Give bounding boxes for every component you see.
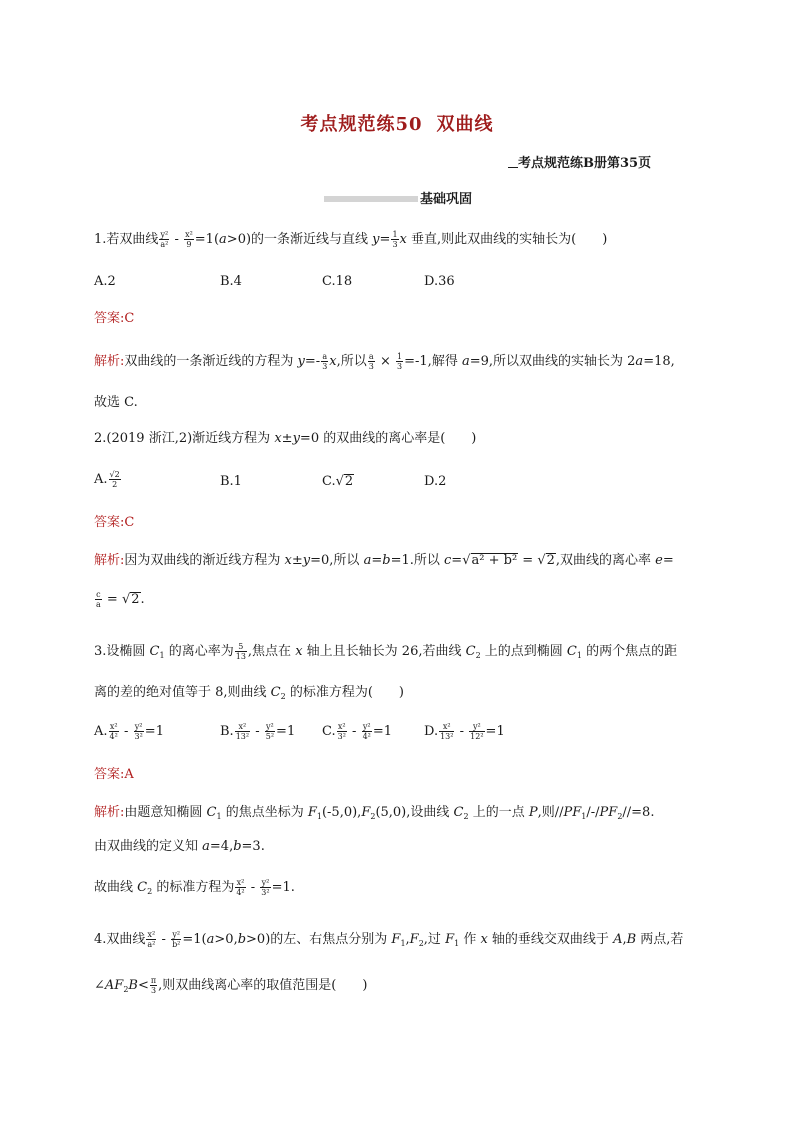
q3-option-c[interactable]	[322, 722, 392, 741]
frac-num: a	[368, 352, 374, 361]
equals-one: =1	[276, 724, 296, 739]
frac-den: 3²	[261, 888, 270, 897]
q2-option-c[interactable]: C.√2	[322, 474, 354, 489]
frac-den: 3	[397, 362, 403, 371]
q4-var: a	[206, 932, 215, 947]
q2-var: x	[274, 431, 282, 446]
q2-option-b[interactable]: B.1	[220, 474, 242, 489]
frac-den: 2	[112, 480, 118, 489]
analysis-label: 解析:	[94, 354, 125, 369]
frac-num: x²	[439, 722, 454, 732]
q3-b-text: =3.	[241, 839, 265, 854]
q3-stem-cont	[94, 684, 404, 706]
option-label: C.	[322, 724, 336, 739]
q4-sub: 2	[418, 939, 424, 948]
q4-text: =1(	[182, 932, 207, 947]
q3-text: 离的差的绝对值等于 8,则曲线	[94, 685, 271, 700]
q3-text: 3.设椭圆	[94, 644, 150, 659]
q2-a-frac	[95, 590, 102, 609]
q1-text: 垂直,则此双曲线的实轴长为( )	[406, 232, 608, 247]
section-bar	[324, 196, 418, 202]
q3-a-var: PF	[563, 805, 582, 820]
q3-a-var: F	[307, 805, 317, 820]
q2-a-text: =	[371, 553, 383, 568]
section-heading: 基础巩固	[420, 192, 473, 207]
frac-num: 1	[397, 352, 403, 361]
q3-a-sub: 1	[216, 812, 222, 821]
q1-answer: 答案:C	[94, 311, 135, 326]
frac-num: x²	[337, 722, 346, 731]
q4-var: AF	[104, 978, 124, 993]
opt-frac	[265, 722, 275, 741]
frac-num: y²	[469, 722, 484, 732]
q4-var: A	[613, 932, 623, 947]
q1-analysis	[94, 352, 675, 371]
q3-sub: 1	[576, 651, 582, 660]
q4-text: 4.双曲线	[94, 932, 146, 947]
q1-a-frac	[321, 352, 328, 371]
q4-var: F	[445, 932, 455, 947]
q3-a-text: 上的一点	[468, 805, 529, 820]
q1-var: x	[399, 232, 407, 247]
q3-a-text: 的焦点坐标为	[221, 805, 308, 820]
q3-a-sub: 1	[581, 812, 587, 821]
frac-num: y²	[362, 722, 371, 731]
q4-var: F	[409, 932, 419, 947]
frac-num: y²	[261, 878, 270, 887]
opt-frac	[337, 722, 347, 741]
q1-var: y	[372, 232, 380, 247]
q2-a-text: =	[451, 553, 463, 568]
analysis-label: 解析:	[94, 553, 125, 568]
q3-c-sub: 2	[147, 887, 153, 896]
q3-option-d[interactable]	[424, 722, 505, 741]
q3-c-frac	[260, 878, 270, 897]
option-label: D.	[424, 724, 439, 739]
opt-frac	[439, 722, 454, 741]
q2-analysis: 解析:因为双曲线的渐近线方程为 x±y=0,所以 a=b=1.所以 c=√a² + b² = √2,双曲线的离心率 e=	[94, 553, 674, 568]
q3-a-sub: 2	[617, 812, 623, 821]
sqrt-radicand: 2	[344, 474, 354, 489]
frac-den: a²	[160, 240, 169, 249]
frac-den: b²	[172, 940, 181, 949]
equals-one: =1	[144, 724, 164, 739]
q4-sub: 1	[400, 939, 406, 948]
q2-var: y	[292, 431, 300, 446]
q1-a-text: ,所以	[336, 354, 367, 369]
q3-var: C	[566, 644, 577, 659]
q3-text: 的离心率为	[164, 644, 234, 659]
frac-num: x²	[147, 930, 156, 939]
q1-a-frac	[368, 352, 375, 371]
q4-text: ,则双曲线离心率的取值范围是( )	[158, 978, 368, 993]
q2-a-text: =1.所以	[390, 553, 445, 568]
q4-text: ,过	[423, 932, 446, 947]
q2-a-var: b	[382, 553, 391, 568]
frac-den: 13	[235, 652, 246, 661]
q3-a-var: F	[361, 805, 371, 820]
q3-c-text: 故曲线	[94, 880, 138, 895]
q4-var: F	[391, 932, 401, 947]
q2-option-a[interactable]	[94, 470, 122, 489]
frac-den: 9	[186, 240, 192, 249]
option-label: A.	[94, 724, 108, 739]
sqrt-radicand: a² + b²	[471, 553, 518, 568]
q4-frac	[171, 930, 181, 949]
q4-text: >0,	[214, 932, 238, 947]
q3-analysis	[94, 804, 654, 826]
minus: -	[347, 724, 361, 739]
q4-text: 作	[459, 932, 481, 947]
q3-a-var: C	[453, 805, 464, 820]
q2-option-d[interactable]: D.2	[424, 474, 447, 489]
q2-a-text: 因为双曲线的渐近线方程为	[124, 553, 285, 568]
q4-stem	[94, 930, 683, 953]
opt-frac	[235, 722, 250, 741]
q3-sub: 2	[280, 692, 286, 701]
q3-sub: 2	[475, 651, 481, 660]
q3-stem	[94, 642, 677, 665]
q3-a-text: (5,0),设曲线	[375, 805, 454, 820]
frac-num: x²	[109, 722, 118, 731]
q3-b-var: b	[233, 839, 242, 854]
q3-var: x	[295, 644, 303, 659]
frac-num: y²	[160, 230, 169, 239]
q3-a-var: C	[206, 805, 217, 820]
opt-frac	[469, 722, 484, 741]
book-reference	[508, 152, 651, 171]
q3-frac	[235, 642, 247, 661]
q2-a-text: .	[140, 592, 145, 607]
frac-num: x²	[236, 878, 245, 887]
q1-option-c[interactable]: C.18	[322, 274, 353, 289]
frac-num: a	[322, 352, 328, 361]
q1-a-var: y	[297, 354, 305, 369]
q3-c-var: C	[137, 880, 148, 895]
q1-var: a	[219, 232, 227, 247]
frac-num: π	[150, 976, 157, 985]
q2-a-var: a	[363, 553, 372, 568]
q3-a-sub: 2	[370, 812, 376, 821]
q3-text: 的两个焦点的距	[581, 644, 678, 659]
q3-var: C	[149, 644, 160, 659]
q3-c-text: 的标准方程为	[152, 880, 235, 895]
q4-frac	[146, 930, 156, 949]
q3-b-var: a	[202, 839, 210, 854]
frac-num: x²	[235, 722, 250, 732]
q3-b-text: =4,	[209, 839, 234, 854]
page-title	[0, 110, 794, 136]
q2-answer: 答案:C	[94, 515, 135, 530]
opt-frac	[362, 722, 372, 741]
minus: -	[455, 724, 469, 739]
q4-var: x	[480, 932, 488, 947]
q3-c-text: -	[246, 880, 260, 895]
q3-text: ,焦点在	[247, 644, 296, 659]
q2-a-var: x	[284, 553, 292, 568]
q3-a-text: (-5,0),	[321, 805, 362, 820]
minus: -	[251, 724, 264, 739]
q1-a-var: a	[635, 354, 644, 369]
option-label: B.	[220, 724, 234, 739]
q2-a-var: e	[655, 553, 663, 568]
q2-a-text: =0,所以	[310, 553, 364, 568]
q1-text: 1.若双曲线	[94, 232, 159, 247]
sqrt-radicand: 2	[546, 553, 555, 568]
q3-a-sub: 1	[316, 812, 322, 821]
option-label: C.	[322, 474, 336, 489]
q1-text: =1(	[194, 232, 220, 247]
q4-text: 两点,若	[636, 932, 684, 947]
q3-a-sub: 2	[463, 812, 469, 821]
frac-den: a²	[147, 940, 156, 949]
q1-a-text: 双曲线的一条渐近线的方程为	[124, 354, 298, 369]
q1-option-d[interactable]: D.36	[424, 274, 455, 289]
sqrt-radicand: 2	[131, 592, 140, 607]
q2-a-var: y	[302, 553, 311, 568]
q1-text: =	[379, 232, 391, 247]
q4-text: ,	[405, 932, 410, 947]
frac-num: x²	[185, 230, 193, 239]
reference-text: 考点规范练B册第35页	[518, 156, 652, 171]
q4-text: <	[137, 978, 149, 993]
frac-num: 5	[235, 642, 247, 652]
q2-a-text: =	[662, 553, 674, 568]
q3-text: 的标准方程为( )	[285, 685, 404, 700]
opt-frac	[134, 722, 144, 741]
q4-var: B	[626, 932, 637, 947]
option-label: A.	[94, 472, 108, 487]
q3-analysis-line3	[94, 878, 295, 901]
q2-text: 2.(2019 浙江,2)渐近线方程为	[94, 431, 275, 446]
q1-a-text: =-	[304, 354, 321, 369]
q1-a-var: a	[461, 354, 470, 369]
frac-num: 1	[392, 230, 398, 239]
q1-frac-13	[391, 230, 398, 249]
frac-den: 3	[150, 986, 157, 995]
frac-num: y²	[172, 930, 181, 939]
frac-den: 4²	[236, 888, 245, 897]
frac-den: 13²	[440, 732, 454, 741]
q3-var: C	[270, 685, 281, 700]
q1-a-frac	[396, 352, 403, 371]
q4-text: >0)的左、右焦点分别为	[246, 932, 392, 947]
frac-den: 5²	[265, 732, 275, 741]
q1-a-text: =9,所以双曲线的实轴长为 2	[469, 354, 636, 369]
q4-text: ,	[622, 932, 627, 947]
frac-den: 12²	[470, 732, 484, 741]
q1-a-var: x	[329, 354, 337, 369]
q2-opt-frac	[109, 470, 121, 489]
q3-a-text: 由题意知椭圆	[124, 805, 207, 820]
frac-den: 3²	[337, 732, 346, 741]
q3-a-text: //=8.	[622, 805, 655, 820]
q2-a-var: c	[444, 553, 452, 568]
q3-c-text: =1.	[271, 880, 295, 895]
frac-den: a	[96, 600, 101, 609]
q1-option-b[interactable]: B.4	[220, 274, 242, 289]
q4-frac-pi3	[150, 976, 157, 995]
opt-frac	[109, 722, 119, 741]
q4-text: ∠	[94, 978, 105, 993]
title-sub: 双曲线	[436, 114, 494, 135]
q1-text: >0)的一条渐近线与直线	[226, 232, 373, 247]
q4-sub: 1	[454, 939, 460, 948]
frac-den: 4²	[362, 732, 371, 741]
frac-den: 3²	[134, 732, 143, 741]
frac-den: 3	[392, 240, 398, 249]
q3-text: 轴上且长轴长为 26,若曲线	[302, 644, 466, 659]
q2-text: ±	[281, 431, 293, 446]
frac-den: 3	[368, 362, 374, 371]
q3-a-var: PF	[599, 805, 618, 820]
frac-den: 3	[322, 362, 328, 371]
q2-a-text: ,双曲线的离心率	[555, 553, 656, 568]
q3-answer: 答案:A	[94, 767, 134, 782]
frac-num: y²	[266, 722, 274, 731]
q1-stem	[94, 230, 607, 249]
q2-analysis-cont: $\frac{c}{a}$ = √2.	[96, 590, 145, 609]
q3-a-text: ,则//	[537, 805, 564, 820]
q2-text: =0 的双曲线的离心率是( )	[299, 431, 477, 446]
analysis-label: 解析:	[94, 805, 125, 820]
q3-option-b[interactable]	[220, 722, 295, 741]
q3-a-text: /-/	[586, 805, 600, 820]
q2-stem	[94, 430, 476, 448]
q1-frac-y2a2	[159, 230, 169, 249]
q3-analysis-line2	[94, 838, 265, 856]
q4-sub: 2	[123, 985, 129, 994]
q4-text: -	[157, 932, 171, 947]
frac-num: c	[96, 590, 101, 599]
q1-a-text: ×	[375, 354, 396, 369]
q4-var: B	[128, 978, 138, 993]
q4-text: 轴的垂线交双曲线于	[487, 932, 614, 947]
q1-option-a[interactable]: A.2	[94, 274, 116, 289]
q2-a-text: =	[518, 553, 538, 568]
q4-stem-cont	[94, 976, 367, 999]
q1-a-text: =18,	[643, 354, 675, 369]
frac-den: 4²	[109, 732, 118, 741]
q1-text: -	[170, 232, 184, 247]
title-main: 考点规范练50	[300, 114, 423, 135]
q3-b-text: 由双曲线的定义知	[94, 839, 203, 854]
q3-a-var: P	[528, 805, 538, 820]
q4-var: b	[237, 932, 247, 947]
minus: -	[119, 724, 133, 739]
equals-one: =1	[372, 724, 393, 739]
q3-sub: 1	[159, 651, 165, 660]
q1-frac-x29	[184, 230, 194, 249]
q1-a-text: =-1,解得	[404, 354, 462, 369]
frac-den: 13²	[235, 732, 250, 741]
q3-option-a[interactable]	[94, 722, 164, 741]
q2-a-text: ±	[291, 553, 303, 568]
frac-num: √2	[109, 470, 120, 479]
underline-mark	[508, 155, 518, 168]
q1-analysis-cont: 故选 C.	[94, 395, 138, 410]
equals-one: =1	[485, 724, 505, 739]
frac-num: y²	[134, 722, 143, 731]
q3-text: 上的点到椭圆	[480, 644, 567, 659]
q2-a-text: =	[102, 592, 122, 607]
q3-var: C	[465, 644, 476, 659]
q3-c-frac	[235, 878, 245, 897]
